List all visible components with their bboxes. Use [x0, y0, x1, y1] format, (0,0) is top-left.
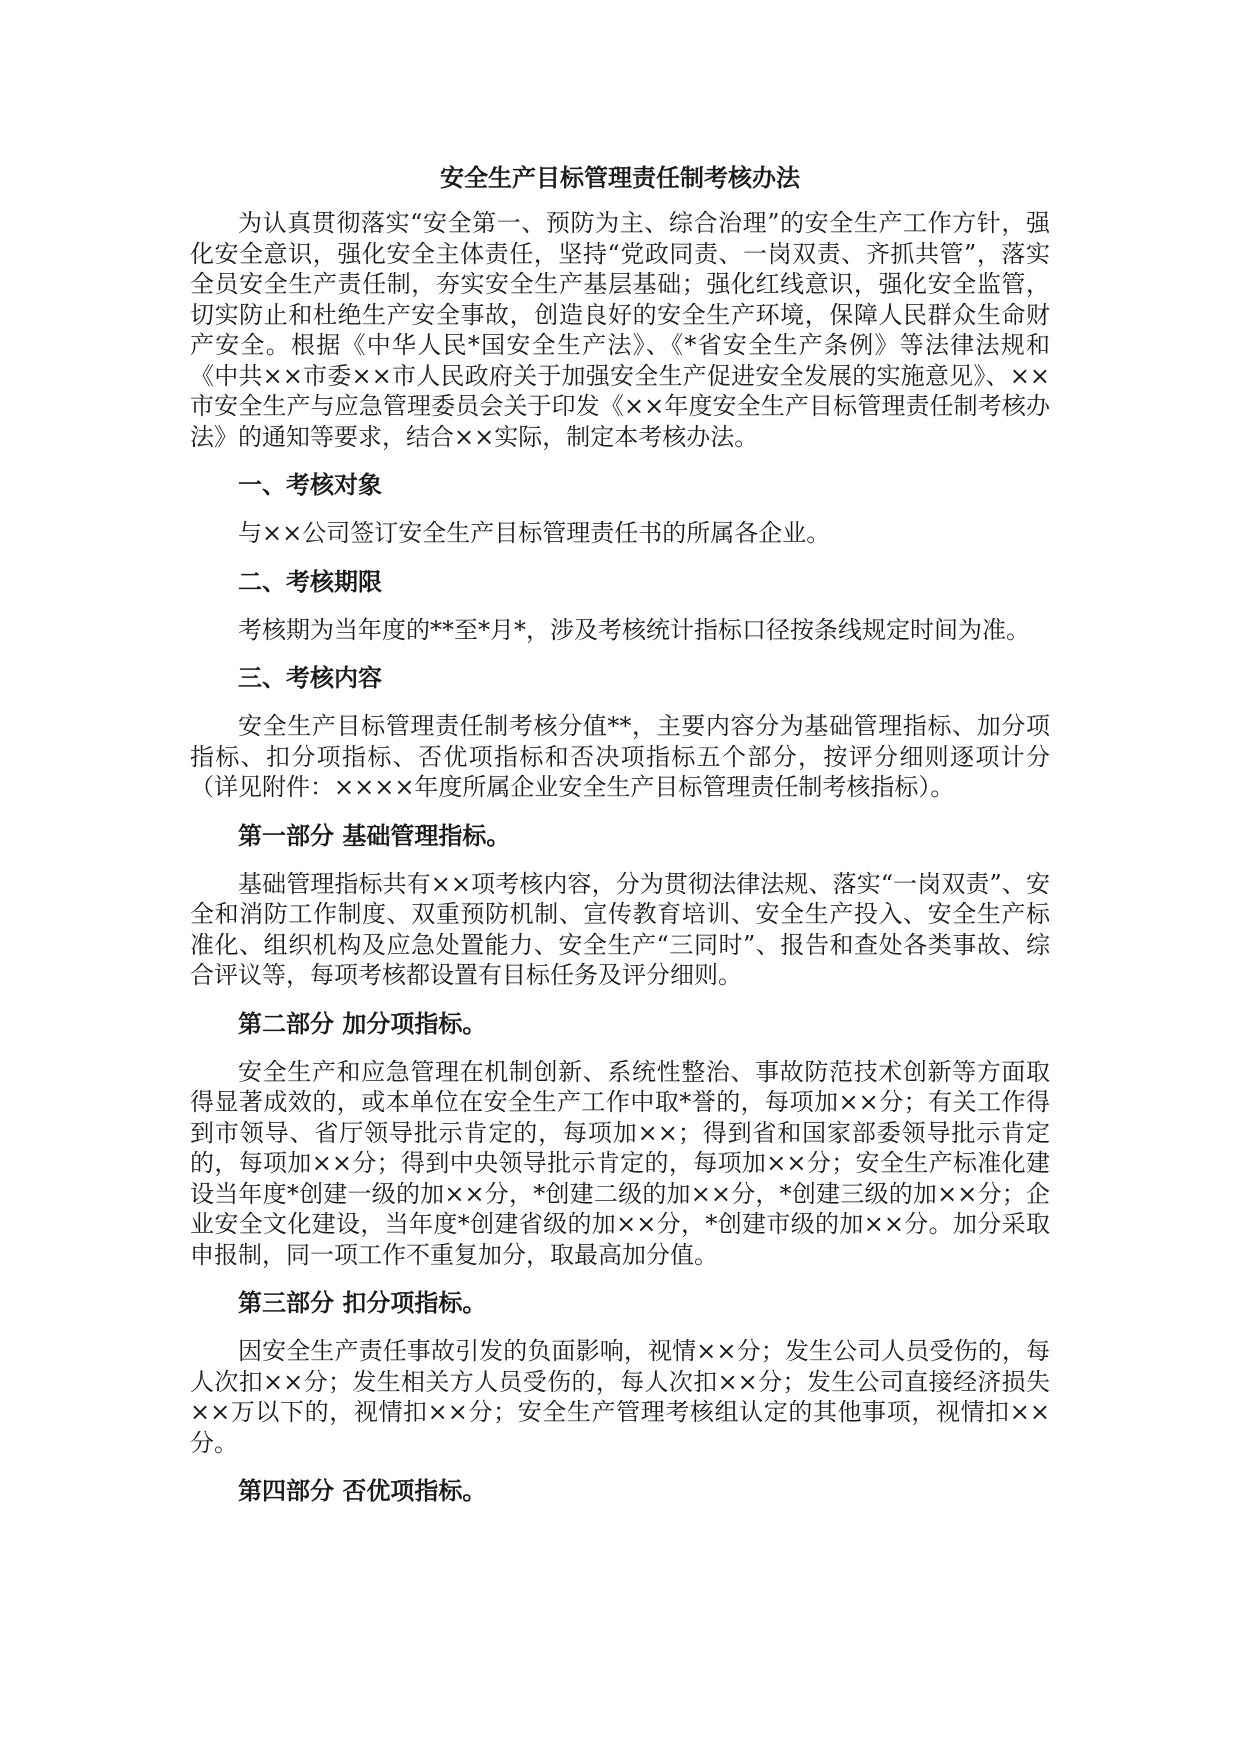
section-heading-assessment-target: 一、考核对象 — [238, 470, 382, 499]
section-heading-assessment-content: 三、考核内容 — [238, 663, 382, 692]
part-heading-basic-management: 第一部分 基础管理指标。 — [238, 820, 511, 850]
intro-paragraph: 为认真贯彻落实“安全第一、预防为主、综合治理”的安全生产工作方针，强化安全意识，强化安全主体责任，坚持“党政同责、一岗双责、齐抓共管”，落实全员安全生产责任制，夯实安全生产基层基础；强化红线意识，强化安全监管，切实防止和杜绝生产安全事故，创造良好的安全生产环境，保障人民群众生命财产安全。根据《中华人民*国安全生产法》、《*省安全生产条例》等法律法规和《中共××市委××市人民政府关于加强安全生产促进安全发展的实施意见》、××市安全生产与应急管理委员会关于印发《××年度安全生产目标管理责任制考核办法》的通知等要求，结合××实际，制定本考核办法。 — [190, 209, 1050, 451]
document-title: 安全生产目标管理责任制考核办法 — [440, 163, 800, 192]
section-text-assessment-target: 与××公司签订安全生产目标管理责任书的所属各企业。 — [238, 519, 831, 547]
part-heading-deduction-items: 第三部分 扣分项指标。 — [238, 1288, 487, 1317]
section-text-assessment-content: 安全生产目标管理责任制考核分值**，主要内容分为基础管理指标、加分项指标、扣分项指标、否优项指标和否决项指标五个部分，按评分细则逐项计分（详见附件：××××年度所属企业安全生产目标管理责任制考核指标）。 — [190, 712, 1050, 801]
document-page — [190, 160, 1050, 1524]
part-text-bonus-items: 安全生产和应急管理在机制创新、系统性整治、事故防范技术创新等方面取得显著成效的，或本单位在安全生产工作中取*誉的，每项加××分；有关工作得到市领导、省厅领导批示肯定的，每项加××；得到省和国家部委领导批示肯定的，每项加××分；得到中央领导批示肯定的，每项加××分；安全生产标准化建设当年度*创建一级的加××分，*创建二级的加××分，*创建三级的加××分；企业安全文化建设，当年度*创建省级的加××分，*创建市级的加××分。加分采取申报制，同一项工作不重复加分，取最高加分值。 — [190, 1057, 1050, 1269]
part-text-basic-management: 基础管理指标共有××项考核内容，分为贯彻法律法规、落实“一岗双责”、安全和消防工作制度、双重预防机制、宣传教育培训、安全生产投入、安全生产标准化、组织机构及应急处置能力、安全生产“三同时”、报告和查处各类事故、综合评议等，每项考核都设置有目标任务及评分细则。 — [190, 869, 1050, 989]
part-heading-bonus-items: 第二部分 加分项指标。 — [238, 1008, 487, 1038]
section-text-assessment-period: 考核期为当年度的**至*月*，涉及考核统计指标口径按条线规定时间为准。 — [238, 615, 1030, 644]
part-heading-disqualify-excellence: 第四部分 否优项指标。 — [238, 1476, 487, 1505]
part-text-deduction-items: 因安全生产责任事故引发的负面影响，视情××分；发生公司人员受伤的，每人次扣××分；发生相关方人员受伤的，每人次扣××分；发生公司直接经济损失××万以下的，视情扣××分；安全生产管理考核组认定的其他事项，视情扣××分。 — [190, 1337, 1050, 1457]
section-heading-assessment-period: 二、考核期限 — [238, 566, 382, 596]
